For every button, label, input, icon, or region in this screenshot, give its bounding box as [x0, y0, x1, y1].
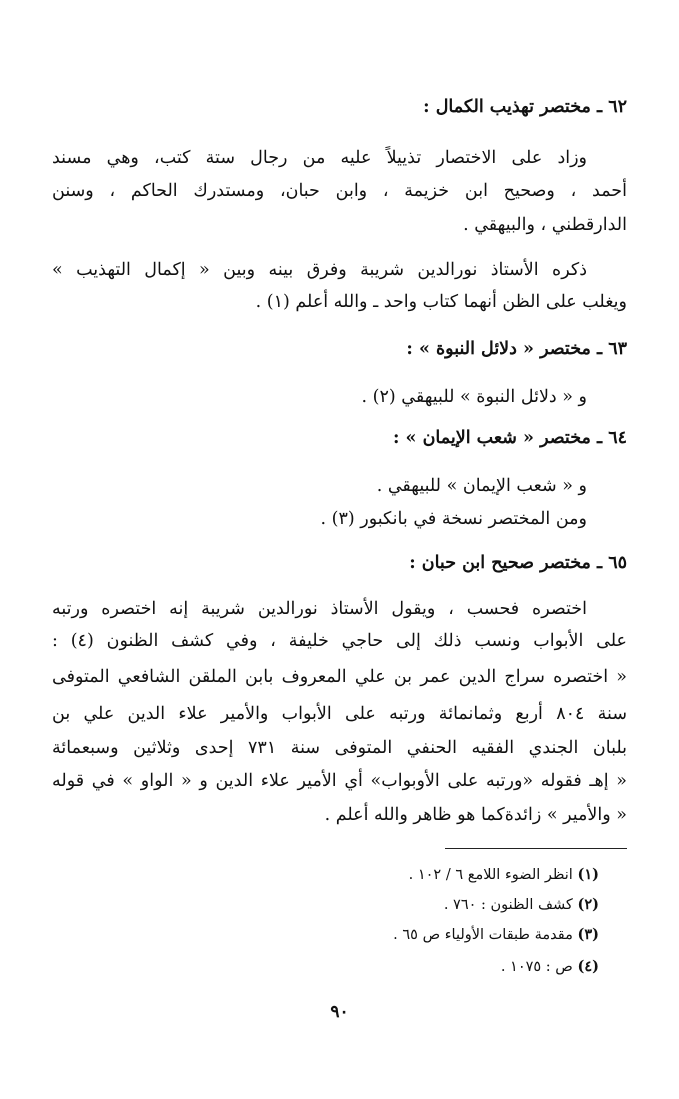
- paragraph-line: و « شعب الإيمان » للبيهقي .: [376, 476, 587, 496]
- paragraph-line: ذكره الأستاذ نورالدين شريبة وفرق بينه وبين « إكمال التهذيب »: [52, 260, 587, 280]
- footnote-text: كشف الظنون : ٧٦٠ .: [443, 897, 573, 913]
- footnote-text: ص : ١٠٧٥ .: [500, 959, 573, 975]
- section-heading-62: ٦٢ ـ مختصر تهذيب الكمال :: [423, 97, 627, 117]
- paragraph-line: على الأبواب ونسب ذلك إلى حاجي خليفة ، وفي كشف الظنون (٤) :: [52, 631, 627, 651]
- footnote-number: (٣): [577, 926, 599, 943]
- paragraph-line: وزاد على الاختصار تذييلاً عليه من رجال ستة كتب، وهي مسند: [52, 148, 587, 168]
- page-number: ٩٠: [330, 1002, 349, 1022]
- paragraph-line: الدارقطني ، والبيهقي .: [463, 215, 627, 235]
- footnote-text: مقدمة طبقات الأولياء ص ٦٥ .: [393, 927, 573, 943]
- footnote-text: انظر الضوء اللامع ٦ / ١٠٢ .: [408, 867, 573, 883]
- paragraph-line: بلبان الجندي الفقيه الحنفي المتوفى سنة ٧٣١ إحدى وثلاثين وسبعمائة: [52, 738, 627, 758]
- footnote: [409, 860, 599, 890]
- paragraph-line: أحمد ، وصحيح ابن خزيمة ، وابن حبان، ومستدرك الحاكم ، وسنن: [52, 181, 627, 201]
- footnote: [393, 920, 599, 950]
- paragraph-line: ومن المختصر نسخة في بانكبور (٣) .: [320, 509, 587, 529]
- footnote: [501, 952, 599, 982]
- footnote: [444, 890, 599, 920]
- paragraph-line: « إهـ فقوله «ورتبه على الأوبواب» أي الأمير علاء الدين و « الواو » في قوله: [52, 771, 627, 791]
- section-heading-63: ٦٣ ـ مختصر « دلائل النبوة » :: [406, 339, 627, 359]
- footnote-divider: [445, 848, 627, 849]
- paragraph-line: ويغلب على الظن أنهما كتاب واحد ـ والله أعلم (١) .: [255, 292, 627, 312]
- paragraph-line: و « دلائل النبوة » للبيهقي (٢) .: [361, 387, 587, 407]
- footnote-number: (٤): [577, 958, 599, 975]
- footnote-number: (١): [577, 866, 599, 883]
- paragraph-line: « والأمير » زائدةكما هو ظاهر والله أعلم .: [324, 805, 627, 825]
- paragraph-line: سنة ٨٠٤ أربع وثمانمائة ورتبه على الأبواب والأمير علاء الدين علي بن: [52, 704, 627, 724]
- paragraph-line: « اختصره سراج الدين عمر بن علي المعروف بابن الملقن الشافعي المتوفى: [52, 667, 627, 687]
- section-heading-65: ٦٥ ـ مختصر صحيح ابن حبان :: [409, 553, 627, 573]
- footnote-number: (٢): [577, 896, 599, 913]
- section-heading-64: ٦٤ ـ مختصر « شعب الإيمان » :: [392, 428, 627, 448]
- paragraph-line: اختصره فحسب ، ويقول الأستاذ نورالدين شريبة إنه اختصره ورتبه: [52, 599, 587, 619]
